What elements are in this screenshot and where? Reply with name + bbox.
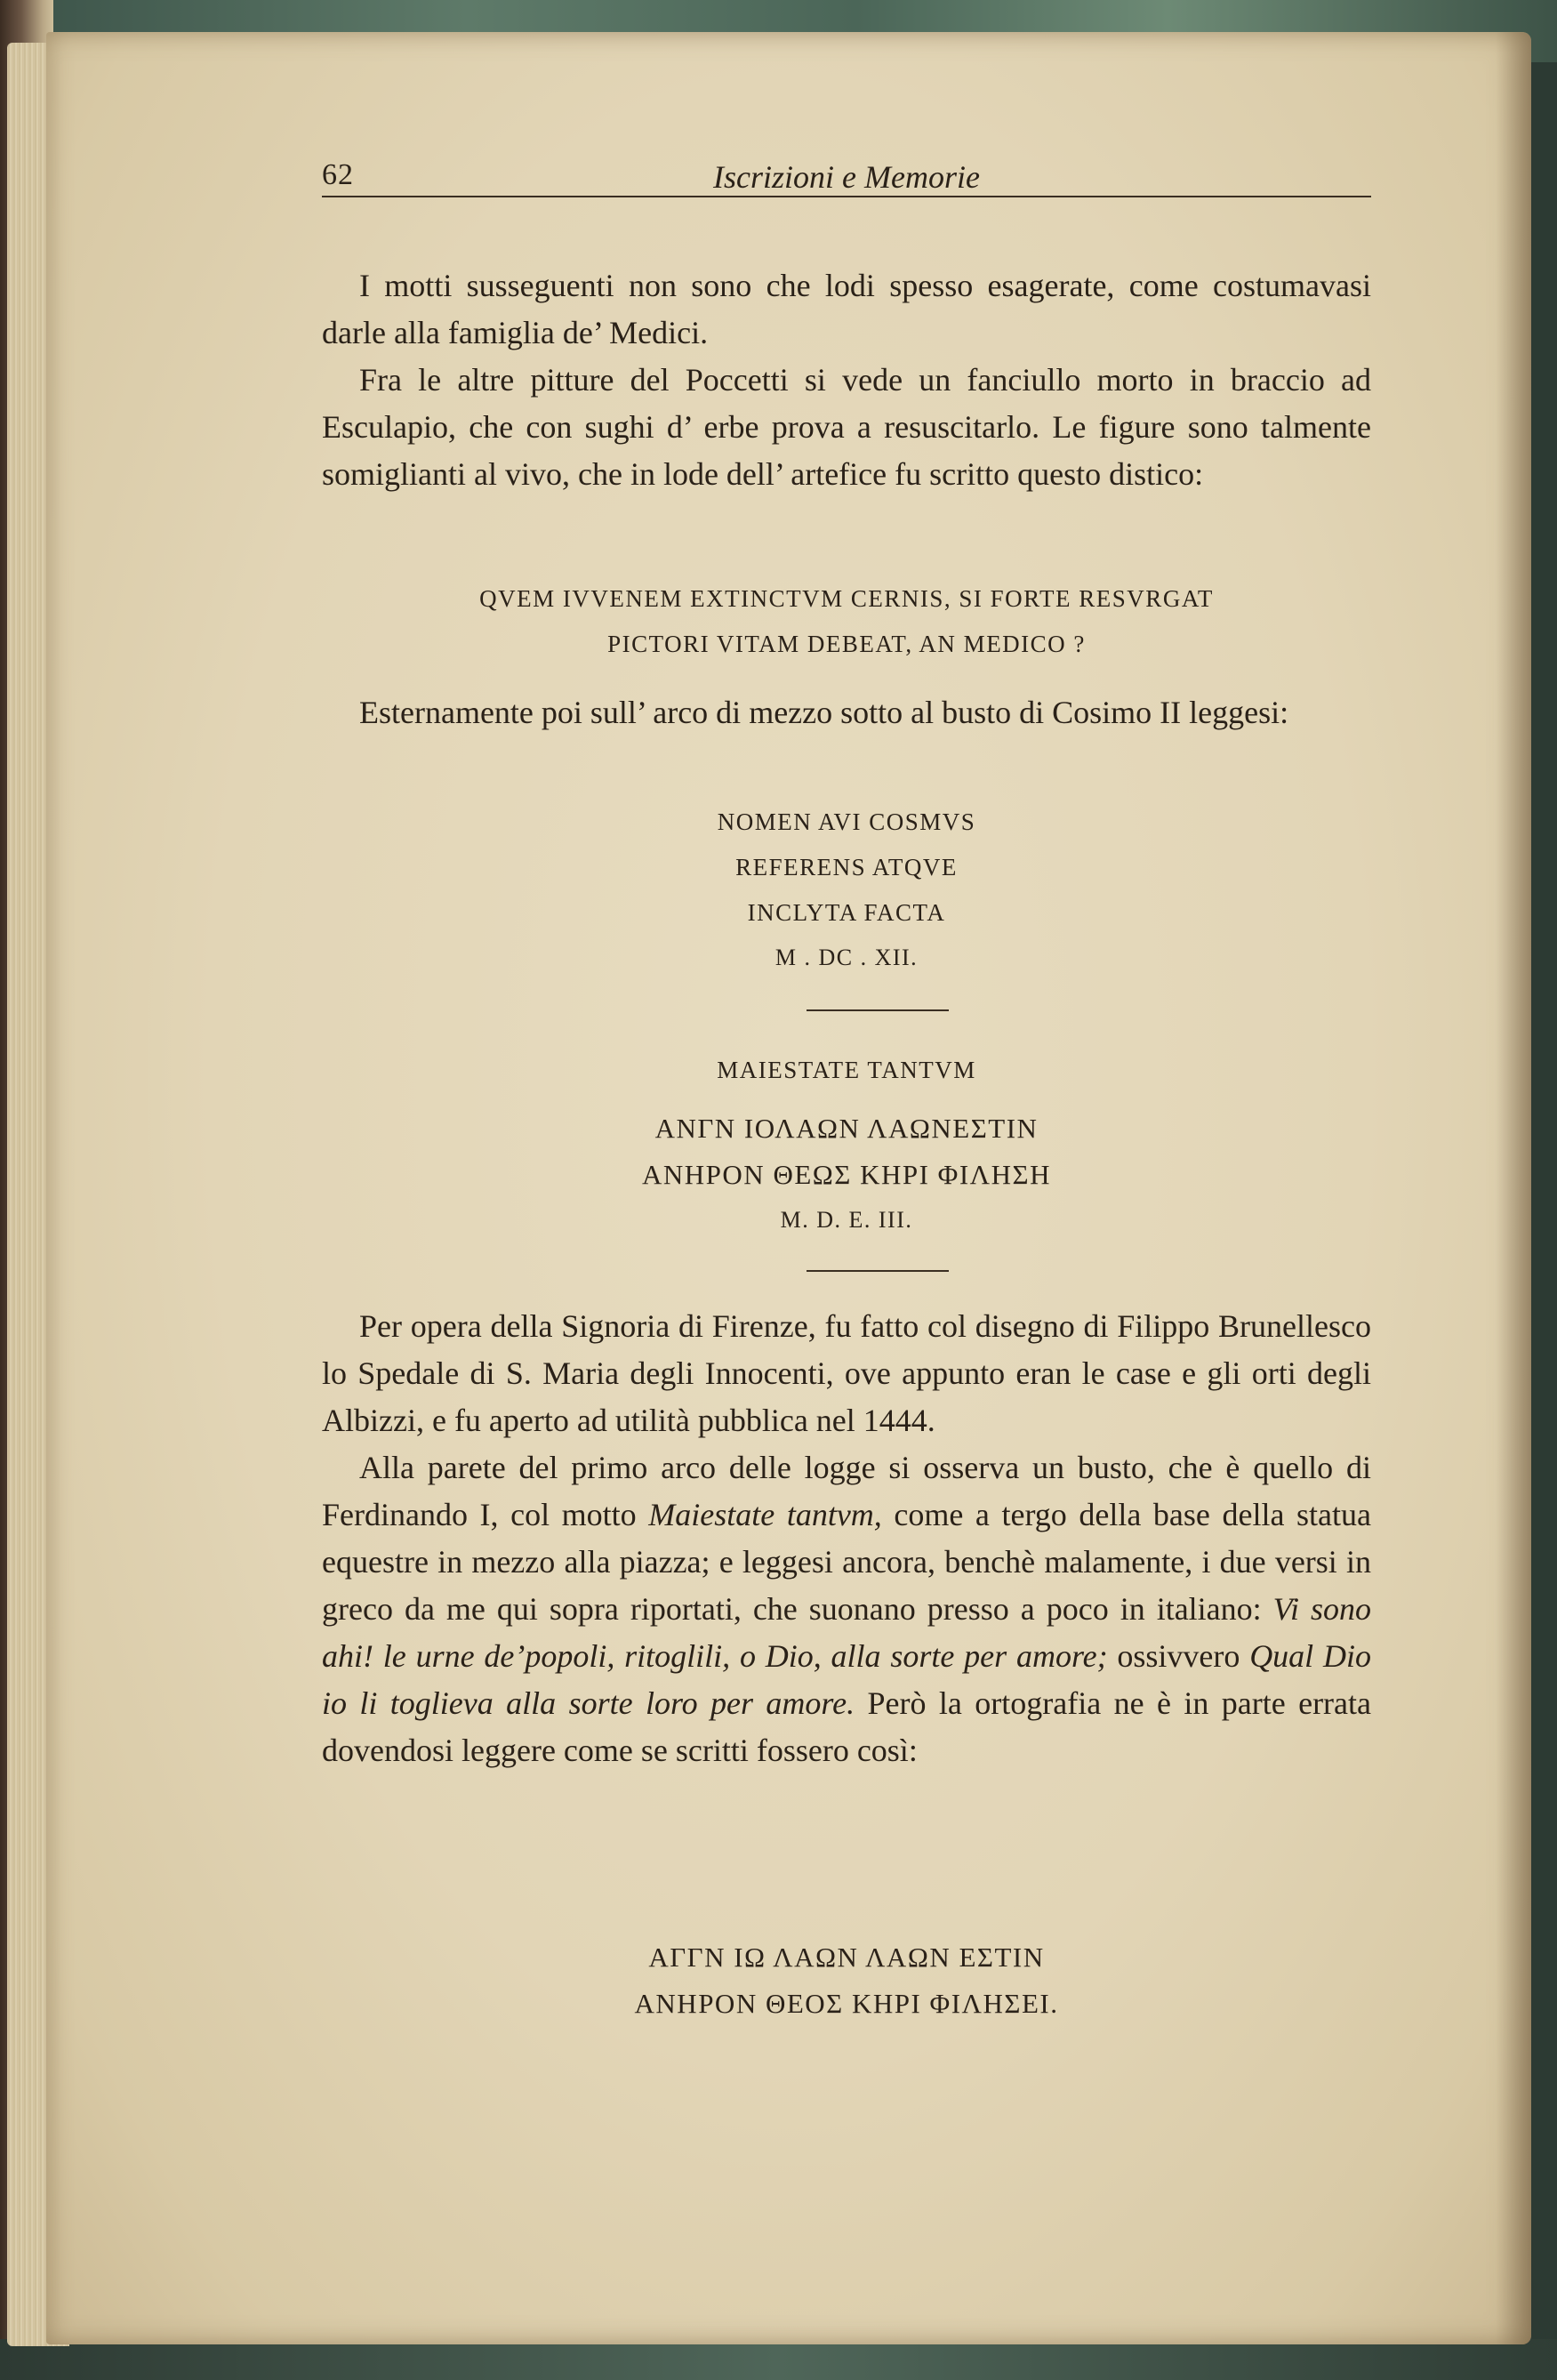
divider-rule-2: [807, 1270, 949, 1272]
book-cover-bottom: [0, 2339, 1557, 2380]
parete-text-3: ossivvero: [1107, 1638, 1250, 1674]
distich-line-1: QVEM IVVENEM EXTINCTVM CERNIS, SI FORTE RESVRGAT: [479, 585, 1214, 612]
maiestate-motto: MAIESTATE TANTVM: [717, 1057, 976, 1083]
text-block-bust: [322, 689, 1371, 736]
page-gutter-shadow: [1496, 32, 1531, 2344]
maiestate-greek-line-1: ΑΝΓΝ ΙΟΛΑΩΝ ΛΑΩΝΕΣΤΙΝ: [654, 1113, 1039, 1144]
maiestate-date: M. D. E. III.: [780, 1207, 913, 1233]
parete-translation-1: Vi sono ahi! le urne de’popoli, ritoglili, o Dio, alla sorte per amore;: [322, 1591, 1371, 1674]
text-block-top: [322, 262, 1371, 498]
text-block-bottom: [322, 1303, 1371, 1774]
greek-corrected: [322, 1934, 1371, 2027]
page-number: 62: [322, 158, 354, 191]
parete-motto: Maiestate tantvm,: [648, 1497, 882, 1532]
paragraph-motti: I motti susseguenti non sono che lodi spesso esagerate, come costumavasi darle alla famiglia de’ Medici.: [322, 268, 1371, 350]
greek-corrected-line-2: ΑΝΗΡΟΝ ΘΕΟΣ ΚΗΡΙ ΦΙΛΗΣΕΙ.: [634, 1988, 1059, 2019]
inscription-cosimo-line-1: NOMEN AVI COSMVS: [717, 808, 976, 835]
divider-rule-1: [807, 1009, 949, 1011]
running-header: [322, 133, 1371, 197]
parete-text-2: come a tergo della base della statua equestre in mezzo alla piazza; e leggesi ancora, benchè malamente, i due versi in greco da me qui sopra riportati, che suonano presso a poco in italiano:: [322, 1497, 1371, 1627]
paragraph-bust: Esternamente poi sull’ arco di mezzo sotto al busto di Cosimo II leggesi:: [359, 695, 1289, 730]
inscription-cosimo-line-2: REFERENS ATQVE: [735, 854, 958, 880]
paragraph-poccetti: Fra le altre pitture del Poccetti si vede un fanciullo morto in braccio ad Esculapio, che con sughi d’ erbe prova a resuscitarlo. Le figure sono talmente somiglianti al vivo, che in lode dell’ artefice fu scritto questo distico:: [322, 362, 1371, 492]
greek-corrected-line-1: ΑΓΓΝ ΙΩ ΛΑΩΝ ΛΑΩΝ ΕΣΤΙΝ: [648, 1942, 1045, 1973]
running-title: Iscrizioni e Memorie: [713, 159, 980, 195]
inscription-maiestate: [322, 1048, 1371, 1242]
inscription-cosimo-line-3: INCLYTA FACTA: [747, 899, 946, 926]
distich-line-2: PICTORI VITAM DEBEAT, AN MEDICO ?: [607, 631, 1086, 657]
paragraph-spedale: Per opera della Signoria di Firenze, fu fatto col disegno di Filippo Brunellesco lo Spedale di S. Maria degli Innocenti, ove appunto eran le case e gli orti degli Albizzi, e fu aperto ad utilità pubblica nel 1444.: [322, 1308, 1371, 1438]
inscription-cosimo-date: M . DC . XII.: [774, 945, 919, 970]
maiestate-greek-line-2: ΑΝΗΡΟΝ ΘΕΩΣ ΚΗΡΙ ΦΙΛΗΣΗ: [642, 1159, 1051, 1190]
inscription-cosimo: [322, 800, 1371, 980]
distich-inscription: [322, 576, 1371, 667]
parete-translation-2: Qual Dio io li toglieva alla sorte loro per amore.: [322, 1638, 1371, 1721]
parete-text-4: Però la ortografia ne è in parte errata dovendosi leggere come se scritti fossero così:: [322, 1685, 1372, 1768]
parete-text-1: Alla parete del primo arco delle logge si osserva un busto, che è quello di Ferdinando I, col motto: [322, 1450, 1371, 1532]
paragraph-parete: [322, 1444, 1371, 1774]
